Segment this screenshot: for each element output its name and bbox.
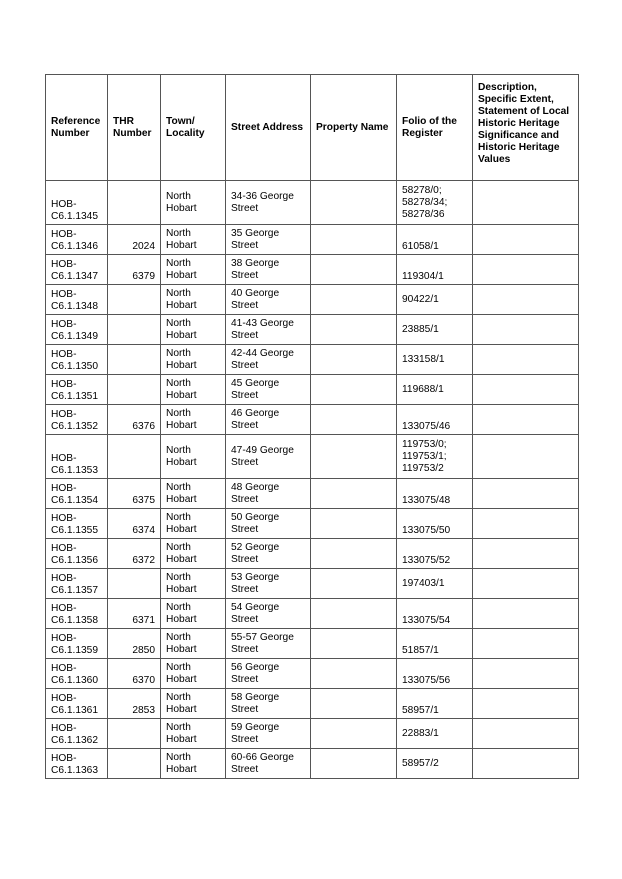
folio-cell [397,435,473,479]
reference-number-cell [46,569,108,599]
property-name-cell [311,689,397,719]
folio-line: 23885/1 [402,323,439,335]
town-locality-cell [161,345,226,375]
street-line: Street [231,733,259,745]
reference-number-cell [46,689,108,719]
reference-number-cell [46,509,108,539]
town-line: North [166,190,191,202]
table-row [46,749,579,779]
street-line: Street [231,239,259,251]
thr-number-cell: 2853 [108,689,161,719]
town-line: North [166,347,191,359]
folio-line: 197403/1 [402,577,445,589]
town-locality-cell [161,629,226,659]
description-cell [473,599,579,629]
town-locality-cell [161,479,226,509]
folio-line: 58957/1 [402,705,439,716]
description-cell [473,435,579,479]
folio-cell [397,375,473,405]
street-address-cell [226,659,311,689]
description-cell [473,629,579,659]
description-cell [473,719,579,749]
street-address-cell [226,345,311,375]
reference-number-cell [46,749,108,779]
town-line: Hobart [166,389,197,401]
town-line: North [166,287,191,299]
folio-cell [397,479,473,509]
street-address-cell [226,375,311,405]
town-line: Hobart [166,523,197,535]
thr-number-cell [108,435,161,479]
reference-prefix: HOB- [51,349,77,360]
thr-number-cell [108,315,161,345]
reference-prefix: HOB- [51,573,77,584]
town-locality-cell [161,749,226,779]
street-line: 60-66 George [231,751,294,763]
reference-prefix: HOB- [51,453,77,464]
reference-number-cell [46,659,108,689]
street-line: 42-44 George [231,347,294,359]
street-line: Street [231,583,259,595]
folio-line: 90422/1 [402,293,439,305]
thr-number-cell [108,719,161,749]
reference-prefix: HOB- [51,543,77,554]
description-cell [473,509,579,539]
thr-number-cell: 6375 [108,479,161,509]
table-row [46,225,579,255]
property-name-cell [311,181,397,225]
folio-cell [397,629,473,659]
property-name-cell [311,375,397,405]
folio-cell [397,405,473,435]
town-line: Hobart [166,673,197,685]
town-line: Hobart [166,613,197,625]
reference-code: C6.1.1346 [51,241,99,252]
table-row [46,435,579,479]
header-description: Description, Specific Extent, Statement of Local Historic Heritage Significance and Historic Heritage Values [473,75,579,181]
street-address-cell [226,569,311,599]
property-name-cell [311,719,397,749]
town-line: Hobart [166,419,197,431]
property-name-cell [311,285,397,315]
reference-prefix: HOB- [51,663,77,674]
reference-number-cell [46,599,108,629]
thr-number-cell: 6376 [108,405,161,435]
description-cell [473,539,579,569]
street-line: 48 George [231,481,280,493]
street-line: Street [231,703,259,715]
table-row [46,689,579,719]
town-locality-cell [161,719,226,749]
thr-number-cell: 6379 [108,255,161,285]
street-line: Street [231,613,259,625]
street-line: 40 George [231,287,280,299]
folio-line: 133075/50 [402,525,451,536]
thr-number-cell: 6372 [108,539,161,569]
reference-code: C6.1.1359 [51,645,99,656]
reference-code: C6.1.1354 [51,495,99,506]
folio-line: 119688/1 [402,383,444,395]
thr-number-cell: 2024 [108,225,161,255]
town-line: North [166,257,191,269]
description-cell [473,345,579,375]
town-line: Hobart [166,299,197,311]
street-line: Street [231,419,259,431]
folio-line: 22883/1 [402,727,439,739]
street-line: Street [231,643,259,655]
street-line: 38 George [231,257,280,269]
reference-prefix: HOB- [51,723,77,734]
folio-line: 58278/0; [402,184,442,196]
description-cell [473,405,579,435]
folio-cell [397,345,473,375]
thr-number-cell: 6371 [108,599,161,629]
street-line: 56 George [231,661,280,673]
street-address-cell [226,629,311,659]
reference-number-cell [46,405,108,435]
reference-code: C6.1.1362 [51,735,99,746]
street-line: Street [231,553,259,565]
street-line: 35 George [231,227,280,239]
street-address-cell [226,255,311,285]
reference-prefix: HOB- [51,753,77,764]
thr-number-cell [108,375,161,405]
street-line: 58 George [231,691,280,703]
reference-number-cell [46,719,108,749]
town-line: Hobart [166,733,197,745]
table-row [46,375,579,405]
header-property-name: Property Name [311,75,397,181]
street-address-cell [226,539,311,569]
table-body [46,181,579,779]
description-cell [473,749,579,779]
description-cell [473,569,579,599]
street-line: Street [231,523,259,535]
reference-prefix: HOB- [51,513,77,524]
street-line: 50 George [231,511,280,523]
thr-number-cell: 6374 [108,509,161,539]
folio-line: 119753/1; [402,450,447,462]
description-cell [473,375,579,405]
folio-line: 133075/48 [402,495,451,506]
street-line: 52 George [231,541,280,553]
folio-line: 133075/56 [402,675,451,686]
folio-cell [397,689,473,719]
town-line: Hobart [166,329,197,341]
description-cell [473,285,579,315]
town-line: Hobart [166,553,197,565]
town-line: North [166,227,191,239]
reference-number-cell [46,435,108,479]
table-row [46,509,579,539]
street-address-cell [226,509,311,539]
town-locality-cell [161,225,226,255]
town-line: North [166,661,191,673]
town-locality-cell [161,255,226,285]
reference-prefix: HOB- [51,483,77,494]
town-locality-cell [161,539,226,569]
reference-code: C6.1.1363 [51,765,99,776]
town-locality-cell [161,375,226,405]
description-cell [473,479,579,509]
table-row [46,719,579,749]
street-line: Street [231,329,259,341]
table-row [46,539,579,569]
reference-number-cell [46,539,108,569]
description-cell [473,181,579,225]
street-line: Street [231,456,259,468]
reference-code: C6.1.1352 [51,421,99,432]
street-address-cell [226,479,311,509]
table-row [46,659,579,689]
folio-cell [397,225,473,255]
description-cell [473,255,579,285]
street-address-cell [226,315,311,345]
street-address-cell [226,749,311,779]
folio-line: 61058/1 [402,241,439,252]
town-line: Hobart [166,643,197,655]
street-line: 46 George [231,407,280,419]
heritage-register-table [45,74,579,779]
reference-code: C6.1.1355 [51,525,99,536]
table-row [46,285,579,315]
street-address-cell [226,719,311,749]
town-line: North [166,631,191,643]
reference-prefix: HOB- [51,603,77,614]
reference-prefix: HOB- [51,289,77,300]
street-line: 45 George [231,377,280,389]
description-cell [473,225,579,255]
property-name-cell [311,255,397,285]
reference-number-cell [46,375,108,405]
town-line: North [166,541,191,553]
town-locality-cell [161,405,226,435]
thr-number-cell [108,749,161,779]
reference-code: C6.1.1353 [51,465,99,476]
town-line: Hobart [166,583,197,595]
folio-cell [397,509,473,539]
street-address-cell [226,405,311,435]
property-name-cell [311,509,397,539]
town-locality-cell [161,689,226,719]
property-name-cell [311,629,397,659]
reference-code: C6.1.1361 [51,705,99,716]
reference-code: C6.1.1351 [51,391,99,402]
street-line: Street [231,202,259,214]
street-line: Street [231,359,259,371]
folio-line: 119753/0; [402,438,447,450]
folio-cell [397,599,473,629]
street-line: 47-49 George [231,444,294,456]
street-line: 54 George [231,601,280,613]
street-line: Street [231,493,259,505]
street-address-cell [226,225,311,255]
reference-prefix: HOB- [51,379,77,390]
folio-line: 58957/2 [402,757,439,769]
property-name-cell [311,599,397,629]
reference-prefix: HOB- [51,409,77,420]
reference-code: C6.1.1356 [51,555,99,566]
folio-cell [397,659,473,689]
property-name-cell [311,315,397,345]
reference-code: C6.1.1360 [51,675,99,686]
reference-code: C6.1.1350 [51,361,99,372]
town-line: Hobart [166,703,197,715]
town-line: North [166,317,191,329]
town-locality-cell [161,509,226,539]
table-row [46,255,579,285]
town-locality-cell [161,659,226,689]
property-name-cell [311,435,397,479]
reference-prefix: HOB- [51,229,77,240]
description-cell [473,659,579,689]
folio-cell [397,569,473,599]
folio-line: 133075/54 [402,615,451,626]
property-name-cell [311,569,397,599]
folio-line: 133075/46 [402,421,451,432]
reference-code: C6.1.1347 [51,271,99,282]
town-locality-cell [161,315,226,345]
header-street-address: Street Address [226,75,311,181]
street-address-cell [226,689,311,719]
folio-cell [397,285,473,315]
street-address-cell [226,181,311,225]
town-line: North [166,751,191,763]
town-line: Hobart [166,202,197,214]
table-row [46,599,579,629]
folio-cell [397,315,473,345]
town-line: Hobart [166,269,197,281]
folio-cell [397,181,473,225]
description-cell [473,315,579,345]
property-name-cell [311,749,397,779]
town-locality-cell [161,285,226,315]
property-name-cell [311,345,397,375]
street-line: 34-36 George [231,190,294,202]
street-line: 41-43 George [231,317,294,329]
table-row [46,345,579,375]
reference-code: C6.1.1358 [51,615,99,626]
folio-cell [397,749,473,779]
folio-cell [397,539,473,569]
reference-prefix: HOB- [51,319,77,330]
header-folio: Folio of the Register [397,75,473,181]
town-line: North [166,571,191,583]
street-line: Street [231,269,259,281]
town-line: North [166,481,191,493]
town-line: North [166,444,191,456]
table-row [46,181,579,225]
town-line: Hobart [166,763,197,775]
reference-code: C6.1.1349 [51,331,99,342]
reference-number-cell [46,345,108,375]
reference-number-cell [46,225,108,255]
street-line: 55-57 George [231,631,294,643]
folio-cell [397,255,473,285]
reference-prefix: HOB- [51,693,77,704]
town-locality-cell [161,181,226,225]
street-line: Street [231,299,259,311]
header-town-locality: Town/ Locality [161,75,226,181]
reference-number-cell [46,479,108,509]
folio-line: 58278/36 [402,208,445,220]
town-line: North [166,721,191,733]
town-locality-cell [161,569,226,599]
reference-number-cell [46,181,108,225]
folio-line: 133075/52 [402,555,451,566]
town-line: North [166,601,191,613]
header-thr-number: THR Number [108,75,161,181]
thr-number-cell: 6370 [108,659,161,689]
folio-line: 119304/1 [402,271,444,282]
town-locality-cell [161,435,226,479]
street-address-cell [226,599,311,629]
town-line: North [166,691,191,703]
reference-number-cell [46,629,108,659]
property-name-cell [311,539,397,569]
reference-code: C6.1.1345 [51,211,99,222]
town-line: Hobart [166,493,197,505]
folio-line: 51857/1 [402,645,439,656]
town-line: North [166,511,191,523]
street-line: 59 George [231,721,280,733]
reference-code: C6.1.1357 [51,585,99,596]
thr-number-cell [108,181,161,225]
street-line: Street [231,673,259,685]
reference-prefix: HOB- [51,199,77,210]
header-reference-number: Reference Number [46,75,108,181]
street-address-cell [226,435,311,479]
property-name-cell [311,225,397,255]
street-line: Street [231,389,259,401]
folio-line: 58278/34; [402,196,448,208]
property-name-cell [311,405,397,435]
thr-number-cell [108,569,161,599]
reference-prefix: HOB- [51,259,77,270]
reference-number-cell [46,255,108,285]
town-line: Hobart [166,359,197,371]
reference-number-cell [46,315,108,345]
thr-number-cell [108,345,161,375]
folio-line: 119753/2 [402,462,444,474]
table-row [46,405,579,435]
table-row [46,629,579,659]
table-row [46,479,579,509]
property-name-cell [311,659,397,689]
street-line: 53 George [231,571,280,583]
street-line: Street [231,763,259,775]
folio-line: 133158/1 [402,353,445,365]
town-locality-cell [161,599,226,629]
thr-number-cell: 2850 [108,629,161,659]
town-line: North [166,377,191,389]
town-line: Hobart [166,239,197,251]
town-line: Hobart [166,456,197,468]
table-row [46,315,579,345]
town-line: North [166,407,191,419]
reference-prefix: HOB- [51,633,77,644]
property-name-cell [311,479,397,509]
table-row [46,569,579,599]
street-address-cell [226,285,311,315]
reference-number-cell [46,285,108,315]
description-cell [473,689,579,719]
folio-cell [397,719,473,749]
header-row [46,75,579,181]
thr-number-cell [108,285,161,315]
reference-code: C6.1.1348 [51,301,99,312]
